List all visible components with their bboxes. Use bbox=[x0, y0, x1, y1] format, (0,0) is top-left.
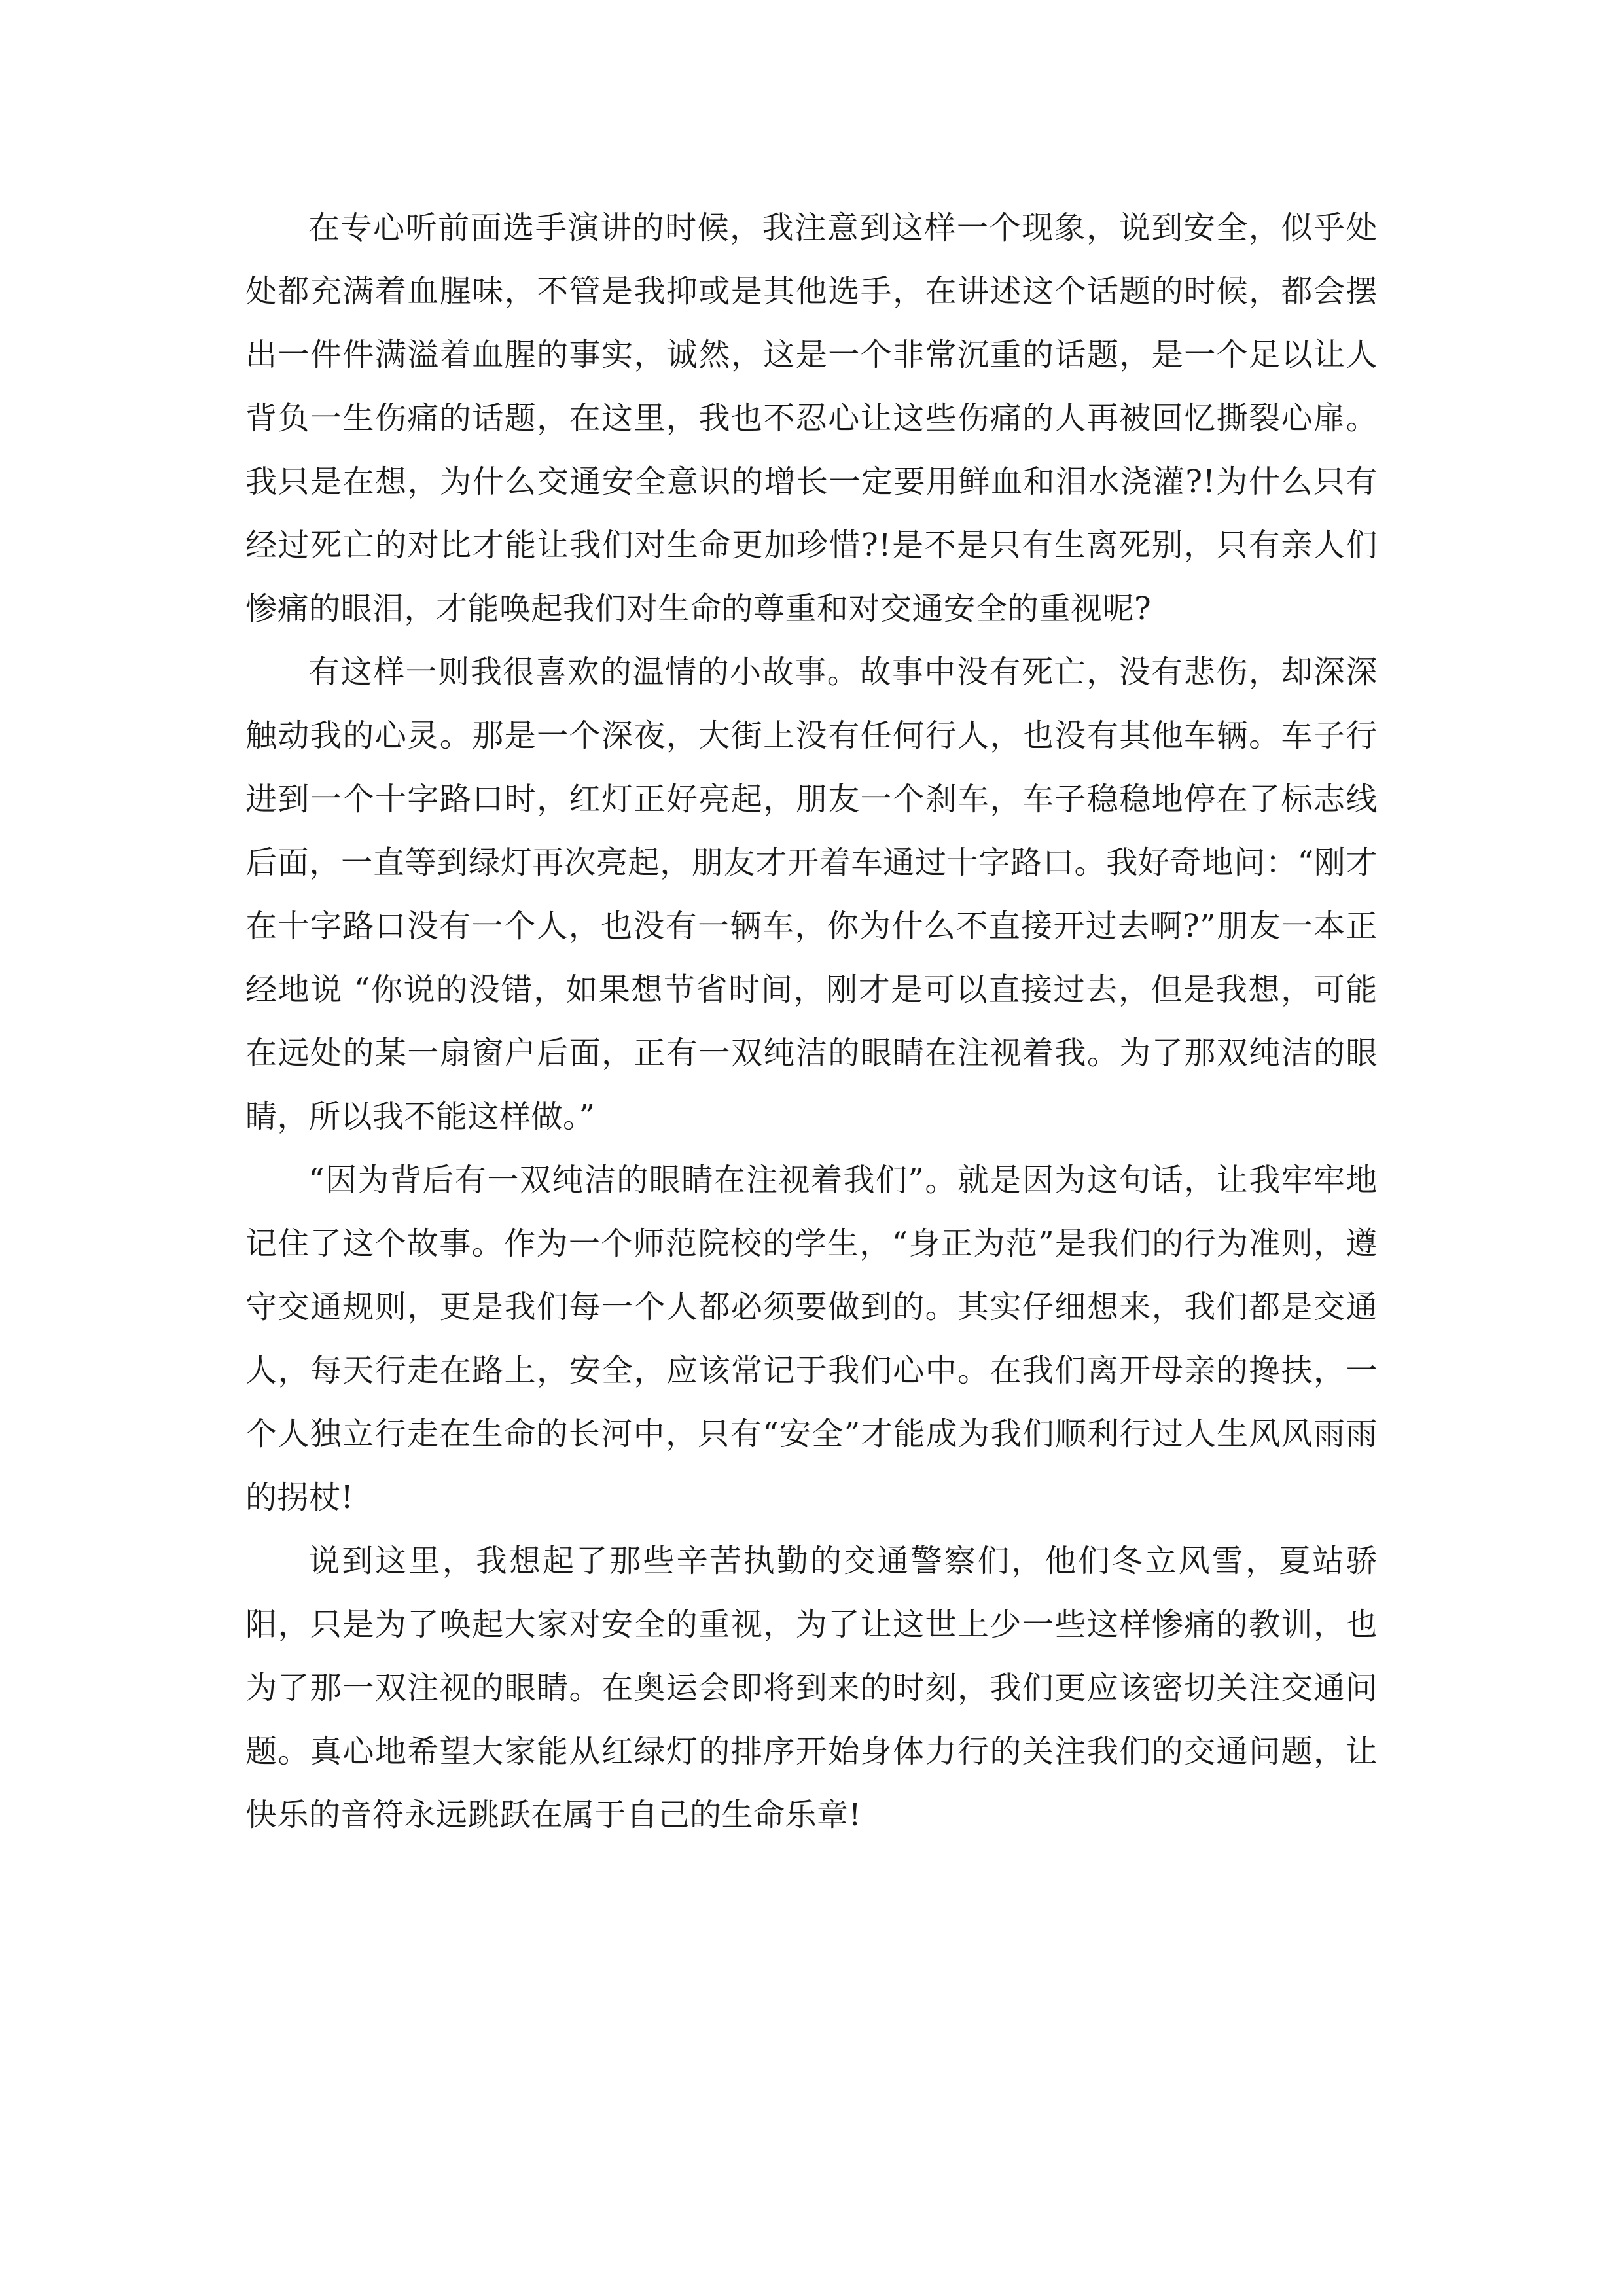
paragraph-2: 有这样一则我很喜欢的温情的小故事。故事中没有死亡，没有悲伤，却深深触动我的心灵。那是一个深夜，大街上没有任何行人，也没有其他车辆。车子行进到一个十字路口时，红灯正好亮起，朋友一个刹车，车子稳稳地停在了标志线后面，一直等到绿灯再次亮起，朋友才开着车通过十字路口。我好奇地问：“刚才在十字路口没有一个人，也没有一辆车，你为什么不直接开过去啊?”朋友一本正经地说 “你说的没错，如果想节省时间，刚才是可以直接过去，但是我想，可能在远处的某一扇窗户后面，正有一双纯洁的眼睛在注视着我。为了那双纯洁的眼睛，所以我不能这样做。” bbox=[245, 654, 1378, 1135]
paragraph-3: “因为背后有一双纯洁的眼睛在注视着我们”。就是因为这句话，让我牢牢地记住了这个故事。作为一个师范院校的学生，“身正为范”是我们的行为准则，遵守交通规则，更是我们每一个人都必须要做到的。其实仔细想来，我们都是交通人，每天行走在路上，安全，应该常记于我们心中。在我们离开母亲的搀扶，一个人独立行走在生命的长河中，只有“安全”才能成为我们顺利行过人生风风雨雨的拐杖! bbox=[245, 1162, 1378, 1516]
document-body bbox=[245, 196, 1378, 1847]
paragraph-4: 说到这里，我想起了那些辛苦执勤的交通警察们，他们冬立风雪，夏站骄阳，只是为了唤起大家对安全的重视，为了让这世上少一些这样惨痛的教训，也为了那一双注视的眼睛。在奥运会即将到来的时刻，我们更应该密切关注交通问题。真心地希望大家能从红绿灯的排序开始身体力行的关注我们的交通问题，让快乐的音符永远跳跃在属于自己的生命乐章! bbox=[245, 1543, 1378, 1833]
paragraph-1: 在专心听前面选手演讲的时候，我注意到这样一个现象，说到安全，似乎处处都充满着血腥味，不管是我抑或是其他选手，在讲述这个话题的时候，都会摆出一件件满溢着血腥的事实，诚然，这是一个非常沉重的话题，是一个足以让人背负一生伤痛的话题，在这里，我也不忍心让这些伤痛的人再被回忆撕裂心扉。我只是在想，为什么交通安全意识的增长一定要用鲜血和泪水浇灌?!为什么只有经过死亡的对比才能让我们对生命更加珍惜?!是不是只有生离死别，只有亲人们惨痛的眼泪，才能唤起我们对生命的尊重和对交通安全的重视呢? bbox=[245, 209, 1378, 627]
